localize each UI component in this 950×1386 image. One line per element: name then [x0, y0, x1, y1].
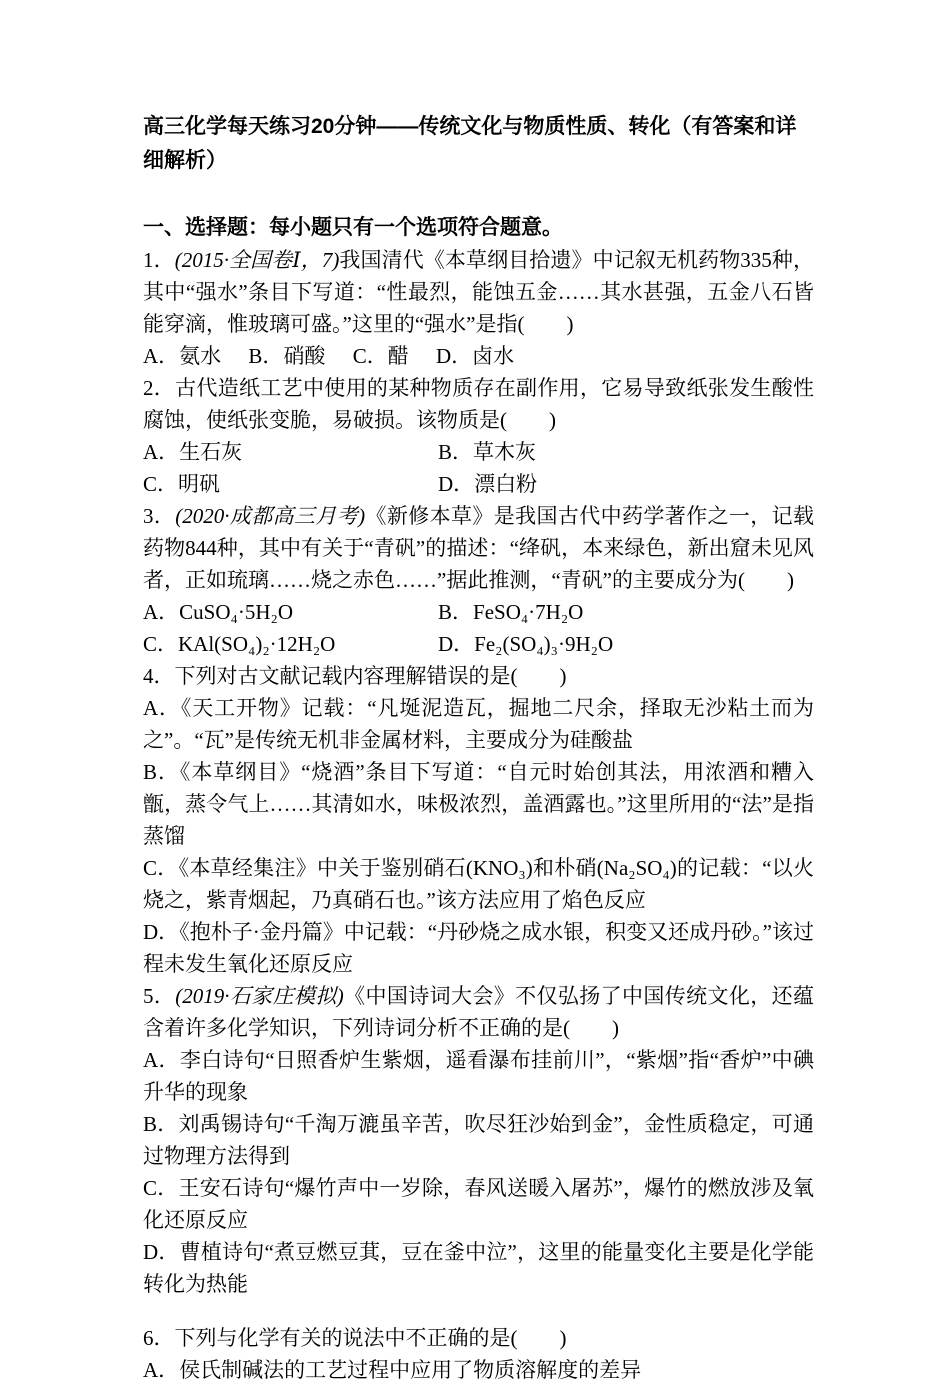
option-text: 李白诗句“日照香炉生紫烟，遥看瀑布挂前川”，“紫烟”指“香炉”中碘升华的现象	[143, 1048, 814, 1104]
option-label: D．	[143, 1240, 180, 1264]
question-5-source: (2019·石家庄模拟)	[175, 984, 344, 1008]
question-3-option-c	[143, 628, 438, 660]
question-2-option-a	[143, 436, 438, 468]
option-label: D．	[438, 472, 475, 496]
option-formula: FeSO₄·7H₂O	[473, 600, 584, 624]
question-6-text: 下列与化学有关的说法中不正确的是( )	[174, 1326, 567, 1350]
question-2	[143, 372, 814, 500]
option-text: 硝酸	[283, 344, 326, 368]
question-1-option-c	[353, 340, 409, 372]
question-3-text: 《新修本草》是我国古代中药学著作之一，记载药物844种，其中有关于“青矾”的描述：“绛矾，本来绿色，新出窟未见风者，正如琉璃……烧之赤色……”据此推测，“青矾”的主要成分为( )	[143, 504, 814, 592]
option-text: 曹植诗句“煮豆燃豆萁，豆在釜中泣”，这里的能量变化主要是化学能转化为热能	[143, 1240, 815, 1296]
question-5	[143, 980, 814, 1300]
option-text: 生石灰	[179, 440, 243, 464]
option-text: 王安石诗句“爆竹声中一岁除，春风送暖入屠苏”，爆竹的燃放涉及氧化还原反应	[143, 1176, 814, 1232]
question-1-option-b	[248, 340, 325, 372]
question-4-text: 下列对古文献记载内容理解错误的是( )	[174, 664, 567, 688]
question-3-number: 3．	[143, 504, 176, 528]
question-1-option-d	[436, 340, 514, 372]
question-6-number: 6．	[143, 1326, 175, 1350]
question-5-text: 《中国诗词大会》不仅弘扬了中国传统文化，还蕴含着许多化学知识，下列诗词分析不正确的是( )	[143, 984, 814, 1040]
question-5-option-d	[143, 1236, 814, 1300]
option-text: 明矾	[178, 472, 221, 496]
option-formula: CuSO₄·5H₂O	[179, 600, 293, 624]
question-2-option-c	[143, 468, 438, 500]
option-text: 《抱朴子·金丹篇》中记载：“丹砂烧之成水银，积变又还成丹砂。”该过程未发生氧化还原反应	[143, 920, 814, 976]
option-label: A．	[143, 344, 180, 368]
option-label: C．	[143, 856, 179, 880]
option-label: B．	[438, 440, 474, 464]
option-text: 侯氏制碱法的工艺过程中应用了物质溶解度的差异	[179, 1358, 642, 1382]
option-label: D．	[143, 920, 180, 944]
section-heading: 一、选择题：每小题只有一个选项符合题意。	[143, 216, 563, 239]
option-label: A．	[143, 696, 181, 720]
question-3-option-a	[143, 596, 438, 628]
option-text: 氨水	[179, 344, 222, 368]
question-4-option-b	[143, 756, 814, 852]
option-label: C．	[143, 472, 179, 496]
option-label: A．	[143, 440, 180, 464]
option-label: A．	[143, 1048, 180, 1072]
option-text: 刘禹锡诗句“千淘万漉虽辛苦，吹尽狂沙始到金”，金性质稳定，可通过物理方法得到	[143, 1112, 814, 1168]
question-1	[143, 244, 814, 372]
option-label: B．	[438, 600, 474, 624]
option-label: A．	[143, 600, 180, 624]
question-3	[143, 500, 814, 660]
question-4-option-d	[143, 916, 814, 980]
question-5-option-a	[143, 1044, 814, 1108]
option-formula: Fe₂(SO₄)₃·9H₂O	[474, 632, 614, 656]
option-label: C．	[143, 1176, 179, 1200]
question-5-option-b	[143, 1108, 814, 1172]
question-2-text: 古代造纸工艺中使用的某种物质存在副作用，它易导致纸张发生酸性腐蚀，使纸张变脆，易破损。该物质是( )	[143, 376, 815, 432]
option-label: A．	[143, 1358, 180, 1382]
question-2-option-b	[438, 436, 814, 468]
option-text: 《天工开物》记载：“凡埏泥造瓦，掘地二尺余，择取无沙粘土而为之”。“瓦”是传统无机非金属材料，主要成分为硅酸盐	[143, 696, 814, 752]
question-2-option-d	[438, 468, 814, 500]
option-label: C．	[143, 632, 179, 656]
option-text: 醋	[387, 344, 409, 368]
page-title: 高三化学每天练习20分钟——传统文化与物质性质、转化（有答案和详细解析）	[143, 115, 797, 172]
option-label: C．	[352, 344, 388, 368]
question-1-number: 1．	[143, 248, 175, 272]
question-4	[143, 660, 814, 980]
question-1-option-a	[143, 340, 221, 372]
option-label: B．	[143, 760, 180, 784]
question-6-option-a	[143, 1354, 814, 1386]
question-4-option-a	[143, 692, 814, 756]
option-label: D．	[438, 632, 475, 656]
question-3-stem	[143, 500, 814, 596]
question-4-number: 4．	[143, 664, 175, 688]
question-2-options	[143, 436, 814, 500]
question-2-stem	[143, 372, 814, 436]
question-3-option-d	[438, 628, 814, 660]
question-4-stem	[143, 660, 814, 692]
option-text: 草木灰	[473, 440, 537, 464]
question-2-number: 2．	[143, 376, 176, 400]
question-1-source: (2015·全国卷Ⅰ，7)	[174, 248, 340, 272]
question-6	[143, 1322, 814, 1386]
option-text: 《本草经集注》中关于鉴别硝石(KNO₃)和朴硝(Na₂SO₄)的记载：“以火烧之，紫青烟起，乃真硝石也。”该方法应用了焰色反应	[143, 856, 814, 912]
question-5-option-c	[143, 1172, 814, 1236]
option-formula: KAl(SO₄)₂·12H₂O	[178, 632, 336, 656]
question-3-option-b	[438, 596, 814, 628]
question-1-text: 我国清代《本草纲目拾遗》中记叙无机药物335种，其中“强水”条目下写道：“性最烈，能蚀五金……其水甚强，五金八石皆能穿滴，惟玻璃可盛。”这里的“强水”是指( )	[143, 248, 814, 336]
question-5-stem	[143, 980, 814, 1044]
option-label: D．	[435, 344, 473, 368]
option-label: B．	[143, 1112, 179, 1136]
question-1-stem	[143, 244, 814, 340]
option-text: 《本草纲目》“烧酒”条目下写道：“自元时始创其法，用浓酒和糟入甑，蒸令气上……其清如水，味极浓烈，盖酒露也。”这里所用的“法”是指蒸馏	[143, 760, 814, 848]
question-4-option-c	[143, 852, 814, 916]
option-text: 漂白粉	[474, 472, 538, 496]
question-3-source: (2020·成都高三月考)	[175, 504, 366, 528]
question-3-options	[143, 596, 814, 660]
question-1-options	[143, 340, 814, 372]
option-label: B．	[248, 344, 284, 368]
question-6-stem	[143, 1322, 814, 1354]
option-text: 卤水	[472, 344, 515, 368]
question-5-number: 5．	[143, 984, 176, 1008]
